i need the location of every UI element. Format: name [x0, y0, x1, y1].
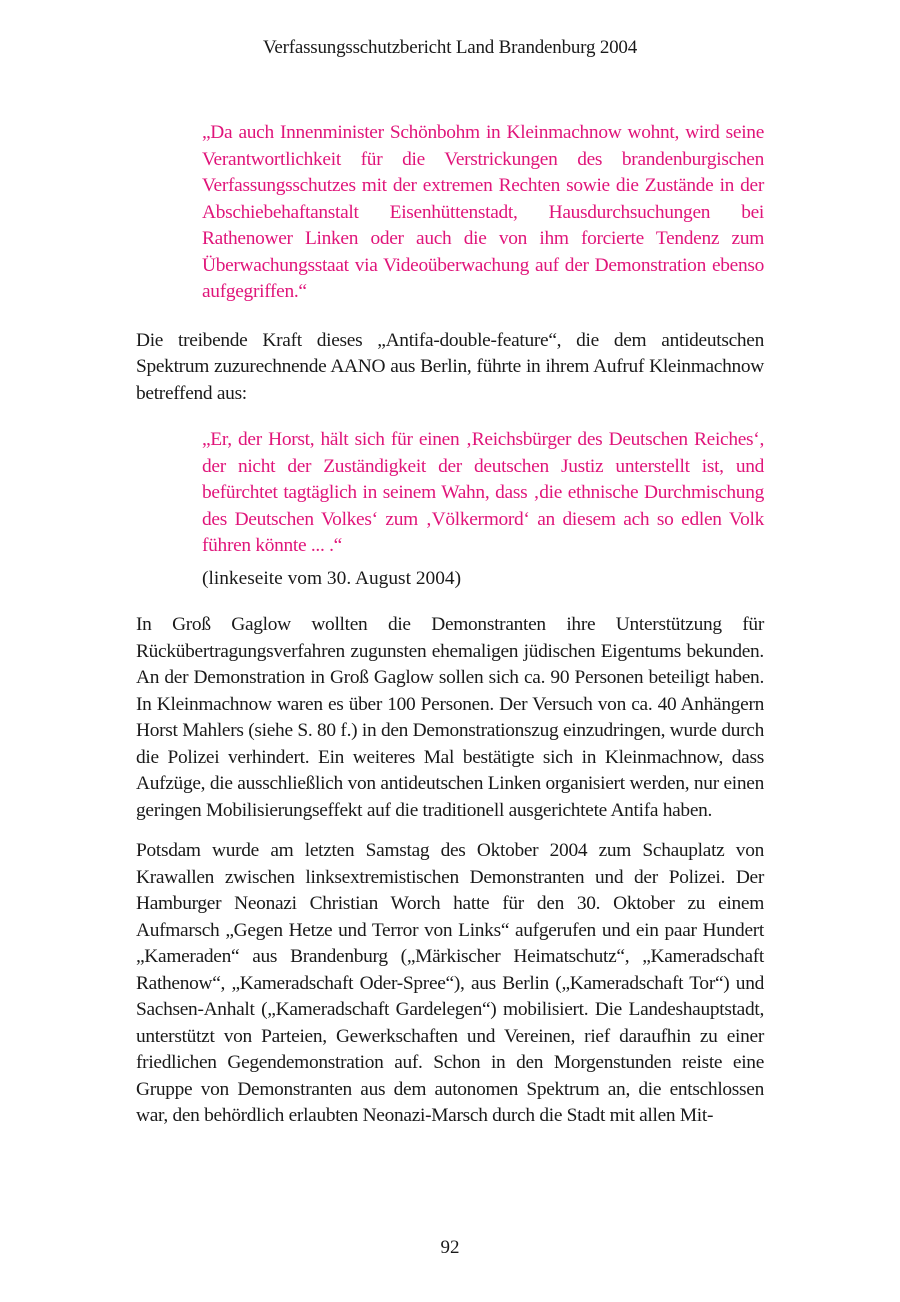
paragraph-gross-gaglow: In Groß Gaglow wollten die Demonstranten ihre Unterstützung für Rückübertragungsverfahren zugunsten ehemaligen jüdischen Eigentums bekunden. An der Demonstration in Groß Gaglow sollen sich ca. 90 Personen beteiligt haben. In Kleinmachnow waren es über 100 Personen. Der Versuch von ca. 40 Anhängern Horst Mahlers (siehe S. 80 f.) in den Demonstrationszug einzudringen, wurde durch die Polizei verhindert. Ein weiteres Mal bestätigte sich in Kleinmachnow, dass Aufzüge, die ausschließlich von antideutschen Linken organisiert werden, nur einen geringen Mobilisierungseffekt auf die traditionell ausgerichtete Antifa haben.	[136, 614, 764, 821]
paragraph-aano: Die treibende Kraft dieses „Antifa-double-feature“, die dem antideutschen Spektrum zuzurechnende AANO aus Berlin, führte in ihrem Aufruf Kleinmachnow betreffend aus:	[136, 329, 764, 404]
page-number: 92	[440, 1237, 460, 1258]
page-content	[136, 120, 764, 1144]
running-header: Verfassungsschutzbericht Land Brandenburg 2004	[262, 37, 638, 58]
quote-source: (linkeseite vom 30. August 2004)	[202, 567, 462, 589]
quote-horst: „Er, der Horst, hält sich für einen ‚Reichsbürger des Deutschen Reiches‘, der nicht der Zuständigkeit der deutschen Justiz unterstellt ist, und befürchtet tagtäglich in seinem Wahn, dass ‚die ethnische Durchmischung des Deutschen Volkes‘ zum ‚Völkermord‘ an diesem ach so edlen Volk führen könnte ... .“	[202, 429, 764, 556]
paragraph-potsdam: Potsdam wurde am letzten Samstag des Oktober 2004 zum Schauplatz von Krawallen zwischen linksextremistischen Demonstranten und der Polizei. Der Hamburger Neonazi Christian Worch hatte für den 30. Oktober zu einem Aufmarsch „Gegen Hetze und Terror von Links“ aufgerufen und ein paar Hundert „Kameraden“ aus Brandenburg („Märkischer Heimatschutz“, „Kameradschaft Rathenow“, „Kameradschaft Oder-Spree“), aus Berlin („Kameradschaft Tor“) und Sachsen-Anhalt („Kameradschaft Gardelegen“) mobilisiert. Die Landeshauptstadt, unterstützt von Parteien, Gewerkschaften und Vereinen, rief daraufhin zu einer friedlichen Gegendemonstration auf. Schon in den Morgenstunden reiste eine Gruppe von Demonstranten aus dem autonomen Spektrum an, die entschlossen war, den behördlich erlaubten Neonazi-Marsch durch die Stadt mit allen Mit-	[136, 840, 764, 1126]
quote-schoenbohm: „Da auch Innenminister Schönbohm in Kleinmachnow wohnt, wird seine Verantwortlichkeit für die Verstrickungen des brandenburgischen Verfassungsschutzes mit der extremen Rechten sowie die Zustände in der Abschiebehaftanstalt Eisenhüttenstadt, Hausdurchsuchungen bei Rathenower Linken oder auch die von ihm forcierte Tendenz zum Überwachungsstaat via Videoüberwachung auf der Demonstration ebenso aufgegriffen.“	[202, 122, 764, 302]
